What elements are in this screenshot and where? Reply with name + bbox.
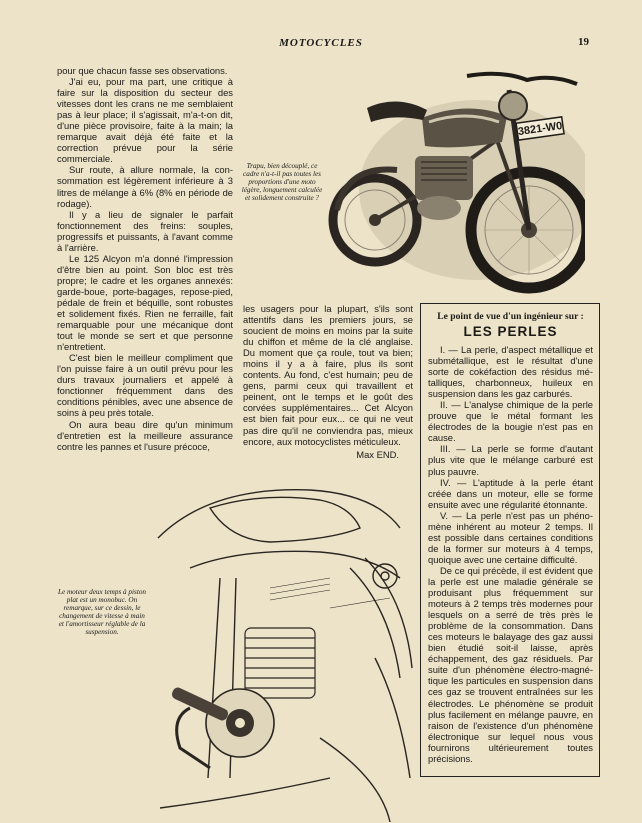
paragraph: J'ai eu, pour ma part, une critique à faire sur la disposition du secteur des vitesses dont les crans ne me semblaient pas à leur place; il s'agissait, m'a-t-on dit, d'une pièce provisoire, faite à la main; la remarque avait déjà été faite et la correction prévue pour la série commerciale. xyxy=(57,76,233,165)
engineer-sidebar xyxy=(420,303,600,777)
running-header: MOTOCYCLES xyxy=(279,37,363,49)
sidebar-paragraph: I. — La perle, d'aspect métallique et submétallique, est le résultat d'une sorte de cokéfaction des résidus métalliques, charbonneux, huileux en suspension dans les gaz carburés. xyxy=(428,344,593,400)
sidebar-paragraph: De ce qui précède, il est évident que la perle est une maladie générale se produisant plus fréquemment sur moteurs à 2 temps très modernes pour lesquels on a serré de très près le problème de la consommation. Dans ces moteurs le balayage des gaz aussi bien étudié soit-il laisse, après échappement, des gaz résiduels. Par suite d'un phénomène électro-magnétique les particules en suspension dans ces gaz se trouvent entraînées sur les électrodes. Le phénomène se produit plus facilement en mélange pauvre, en raison de l'existence d'un phénomène électronique sur lequel nous vous fournirons ultérieurement toutes précisions. xyxy=(428,564,593,764)
paragraph: pour que chacun fasse ses observations. xyxy=(57,65,228,76)
motorcycle-photo xyxy=(327,70,585,296)
sidebar-paragraph: II. — L'analyse chimique de la perle prouve que le métal formant les électrodes de la bougie n'est pas en cause. xyxy=(428,399,593,444)
photo-caption: Trapu, bien découplé, ce cadre n'a-t-il pas toutes les proportions d'une moto légère, longuement calculée et solidement construite ? xyxy=(241,162,323,202)
paragraph: Il y a lieu de signaler le parfait fonctionnement des freins: souples, progressifs et puissants, à l'avant comme à l'arrière. xyxy=(57,208,233,253)
sidebar-paragraph: IV. — L'aptitude à la perle étant créée dans un moteur, elle se forme ensuite avec une régularité étonnante. xyxy=(428,476,593,510)
paragraph: les usagers pour la plupart, s'ils sont attentifs dans les premiers jours, se soucient de moins en moins par la suite du chiffon et même de la clé anglaise. Du moment que ça roule, tout va bien; moins il y a à faire, plus ils sont contents. Au fond, c'est humain; peu de gens, parmi ceux qui travaillent et peinent, ont le temps et le goût des corvées supplémentaires... Cet Alcyon est bien fait pour eux... ce qui ne veut pas dire qu'il ne conviendra pas, mieux encore, aux motocyclistes méticuleux. xyxy=(243,303,413,447)
engine-sketch xyxy=(150,478,415,822)
sidebar-paragraph: V. — La perle n'est pas un phénomène inhérent au moteur 2 temps. Il est possible dans certaines conditions de la former sur moteurs à 4 temps, quoique avec une certaine difficulté. xyxy=(428,509,593,565)
paragraph: Le 125 Alcyon m'a donné l'impression d'être bien au point. Son bloc est très propre; le cadre et les organes annexés: garde-boue, porte-bagages, repose-pied, pédale de frein et béquille, sont robustes et solidement fixés. Rien ne ferraille, fait remarquable pour une mécanique dont tout le monde se sert et que personne n'entretient. xyxy=(57,252,233,353)
sidebar-title: LES PERLES xyxy=(463,324,558,339)
article-column-1 xyxy=(57,65,233,452)
page-number: 19 xyxy=(578,36,589,48)
paragraph: Sur route, à allure normale, la consommation est légèrement inférieure à 3 litres de mélange à 6% (8% en période de rodage). xyxy=(57,164,233,209)
author-signature: Max END. xyxy=(356,448,399,460)
paragraph: C'est bien le meilleur compliment que l'on puisse faire à un outil prévu pour les durs travaux journaliers et appelé à fonctionner fréquemment dans des conditions pénibles, avec une absence de soins à peu près totale. xyxy=(57,352,233,419)
sidebar-body xyxy=(428,344,593,764)
sidebar-kicker: Le point de vue d'un ingénieur sur : xyxy=(437,311,584,322)
sketch-caption: Le moteur deux temps à piston plat est un monobuc. On remarque, sur ce dessin, le changement de vitesse à main et l'amortisseur réglable de la suspension. xyxy=(57,588,147,636)
paragraph: On aura beau dire qu'un minimum d'entretien est la meilleure assurance contre les pannes et l'usure précoce, xyxy=(57,418,233,452)
article-column-2 xyxy=(243,303,413,460)
license-plate: 3821-W0 xyxy=(517,119,564,139)
sidebar-paragraph: III. — La perle se forme d'autant plus vite que le mélange carburé est plus pauvre. xyxy=(428,443,593,477)
